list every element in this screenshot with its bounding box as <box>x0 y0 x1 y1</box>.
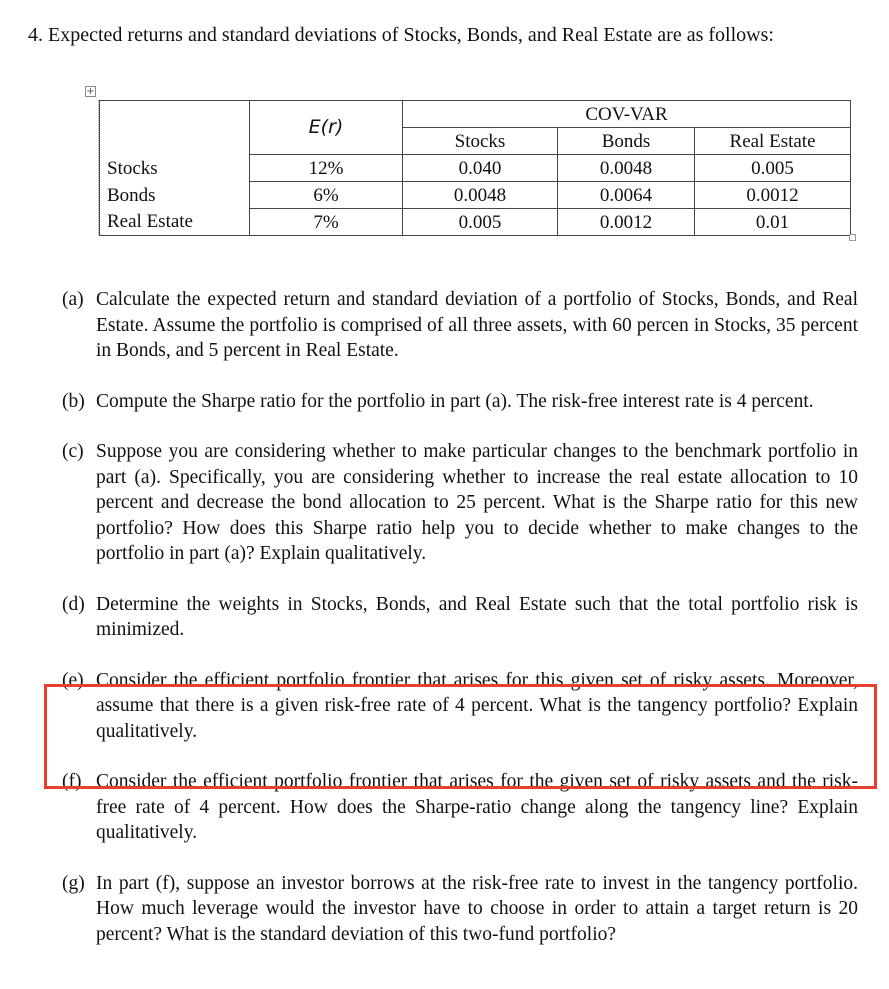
highlight-box-question-e <box>44 684 877 789</box>
question-label: (a) <box>62 289 84 310</box>
question-b <box>62 389 858 415</box>
question-label: (f) <box>62 771 82 792</box>
col-header-bonds: Bonds <box>558 128 695 155</box>
question-text: In part (f), suppose an investor borrows at the risk-free rate to invest in the tangency portfolio. How much leverage would the investor have to choose in order to attain a target return is 20 percent? What is the standard deviation of this two-fund portfolio? <box>96 872 858 945</box>
cov-stocks-real-estate: 0.005 <box>695 155 851 182</box>
table-header-row-1 <box>100 101 851 128</box>
question-a <box>62 287 858 364</box>
cov-stocks-bonds: 0.0048 <box>558 155 695 182</box>
table-row <box>100 155 851 182</box>
covar-header: COV-VAR <box>403 101 851 128</box>
col-header-real-estate: Real Estate <box>695 128 851 155</box>
question-label: (g) <box>62 872 85 894</box>
question-text: Consider the efficient portfolio frontier that arises for the given set of risky assets and the risk-free rate of 4 percent. How does the Sharpe-ratio change along the tangency line? Explain qualitatively. <box>96 771 858 843</box>
cov-bonds-bonds: 0.0064 <box>558 182 695 209</box>
row-label-stocks: Stocks <box>100 155 250 182</box>
table-row <box>100 182 851 209</box>
col-header-stocks: Stocks <box>403 128 558 155</box>
cov-bonds-stocks: 0.0048 <box>403 182 558 209</box>
table-stub-cell <box>100 101 250 155</box>
question-c <box>62 439 858 567</box>
row-label-real-estate: Real Estate <box>100 209 250 236</box>
cov-stocks-stocks: 0.040 <box>403 155 558 182</box>
expected-return-header: E(r) <box>250 101 403 155</box>
question-label: (b) <box>62 390 85 412</box>
question-text: Calculate the expected return and standard deviation of a portfolio of Stocks, Bonds, and Real Estate. Assume the portfolio is comprised of all three assets, with 60 percen in Stocks, 35 percent in Bonds, and 5 percent in Real Estate. <box>96 289 858 361</box>
question-text: Compute the Sharpe ratio for the portfolio in part (a). The risk-free interest rate is 4 percent. <box>96 390 814 412</box>
er-stocks: 12% <box>250 155 403 182</box>
question-heading: 4. Expected returns and standard deviations of Stocks, Bonds, and Real Estate are as follows: <box>28 24 774 46</box>
cov-real-estate-stocks: 0.005 <box>403 209 558 236</box>
table-resize-handle-icon[interactable] <box>849 234 856 241</box>
er-real-estate: 7% <box>250 209 403 236</box>
question-text: Consider the efficient portfolio frontier that arises for this given set of risky assets. Moreover, assume that there is a given risk-free rate of 4 percent. What is the tangency portfolio? Explain qualitatively. <box>96 669 858 742</box>
question-label: (d) <box>62 593 85 615</box>
question-list <box>62 287 858 972</box>
question-d <box>62 592 858 643</box>
question-text: Suppose you are considering whether to make particular changes to the benchmark portfolio in part (a). Specifically, you are considering whether to increase the real estate allocation to 10 percent and decrease the bond allocation to 25 percent. What is the Sharpe ratio for this new portfolio? How does this Sharpe ratio help you to decide whether to make changes to the portfolio in part (a)? Explain qualitatively. <box>96 441 858 564</box>
cov-bonds-real-estate: 0.0012 <box>695 182 851 209</box>
question-g <box>62 871 858 948</box>
covariance-table <box>99 100 851 236</box>
row-label-bonds: Bonds <box>100 182 250 209</box>
question-label: (e) <box>62 669 84 691</box>
cov-real-estate-real-estate: 0.01 <box>695 209 851 236</box>
table-row <box>100 209 851 236</box>
table-move-handle-icon[interactable]: + <box>86 86 95 97</box>
er-bonds: 6% <box>250 182 403 209</box>
question-text: Determine the weights in Stocks, Bonds, and Real Estate such that the total portfolio risk is minimized. <box>96 593 858 640</box>
cov-real-estate-bonds: 0.0012 <box>558 209 695 236</box>
question-label: (c) <box>62 441 84 462</box>
